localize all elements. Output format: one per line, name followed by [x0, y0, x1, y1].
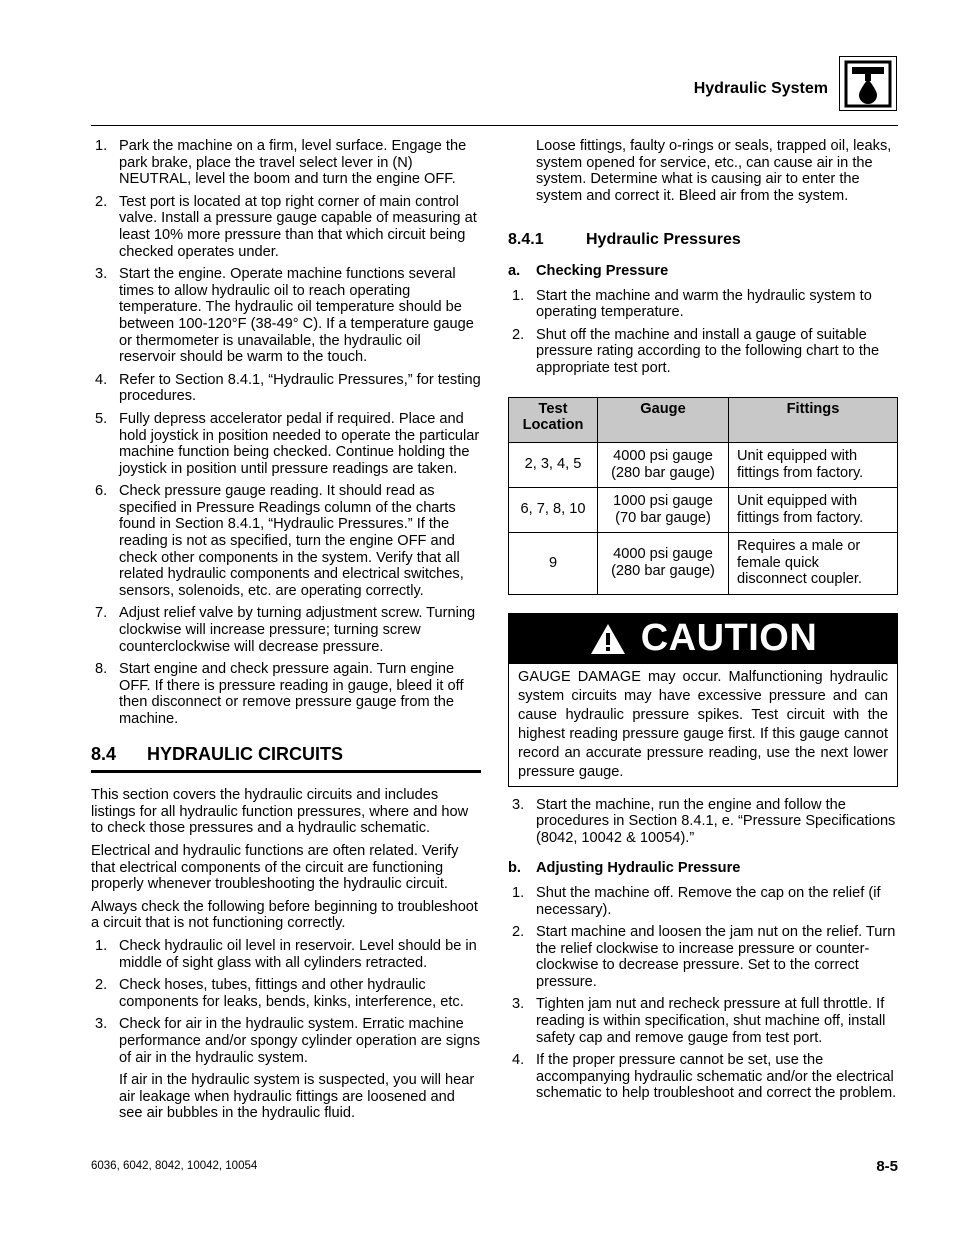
- header-divider: [91, 125, 898, 126]
- list-item-note: If air in the hydraulic system is suspected, you will hear air leakage when hydraulic fittings are loosened and see air bubbles in the hydraulic fluid.: [119, 1072, 475, 1122]
- warning-triangle-icon: [589, 622, 627, 656]
- footer-models: 6036, 6042, 8042, 10042, 10054: [91, 1160, 258, 1172]
- table-cell: 1000 psi gauge (70 bar gauge): [598, 487, 729, 532]
- left-column: [91, 138, 481, 1128]
- section-heading: 8.4 HYDRAULIC CIRCUITS: [91, 746, 481, 774]
- list-item: 2. Start machine and loosen the jam nut on the relief. Turn the relief clockwise to increase pressure or counter-clockwise to decrease pressure. Set to the correct pressure.: [512, 924, 896, 990]
- list-item: 3. Tighten jam nut and recheck pressure at full throttle. If reading is within specification, shut machine off, install safety cap and remove gauge from test port.: [512, 996, 886, 1046]
- list-item: 6. Check pressure gauge reading. It should read as specified in Pressure Readings column of the charts found in Section 8.4.1, “Hydraulic Pressures.” If the reading is not as specified, turn the engine OFF and check other components in the system. Verify that all related hydraulic components and electrical switches, sensors, solenoids, etc. are operating correctly.: [95, 483, 464, 599]
- subsection-heading: 8.4.1 Hydraulic Pressures: [508, 231, 741, 249]
- table-cell: Requires a male or female quick disconnect coupler.: [729, 532, 898, 594]
- page-number: 8-5: [876, 1158, 898, 1175]
- adjusting-pressure-heading: b. Adjusting Hydraulic Pressure: [508, 860, 741, 877]
- list-item: 1. Park the machine on a firm, level surface. Engage the park brake, place the travel select lever in (N) NEUTRAL, level the boom and turn the engine OFF.: [95, 138, 467, 188]
- table-row: [509, 532, 898, 594]
- list-item: 3. Check for air in the hydraulic system. Erratic machine performance and/or spongy cylinder operation are signs of air in the hydraulic system. If air in the hydraulic system is suspected, you will hear air leakage when hydraulic fittings are loosened and see air bubbles in the hydraulic fluid.: [95, 1016, 480, 1122]
- table-cell: Unit equipped with fittings from factory.: [729, 442, 898, 487]
- list-item: 4. Refer to Section 8.4.1, “Hydraulic Pressures,” for testing procedures.: [95, 371, 481, 405]
- list-item: 8. Start engine and check pressure again. Turn engine OFF. If there is pressure reading in gauge, bleed it off then disconnect or remove pressure gauge from the machine.: [95, 661, 464, 727]
- procedure-steps: [91, 138, 481, 728]
- table-header: Gauge: [598, 397, 729, 442]
- paragraph: This section covers the hydraulic circuits and includes listings for all hydraulic function pressures, where and how to check those pressures and a hydraulic schematic.: [91, 787, 469, 837]
- checking-pressure-heading: a. Checking Pressure: [508, 262, 669, 279]
- checking-steps-continued: [508, 797, 898, 847]
- table-header-row: [509, 397, 898, 442]
- adjusting-steps: [508, 885, 898, 1102]
- right-column: [508, 138, 898, 1108]
- table-cell: 4000 psi gauge (280 bar gauge): [598, 532, 729, 594]
- checking-steps: [508, 288, 898, 377]
- check-steps: [91, 938, 481, 1122]
- list-item: 3. Start the machine, run the engine and follow the procedures in Section 8.4.1, e. “Pressure Specifications (8042, 10042 & 10054).”: [512, 796, 896, 846]
- table-header: Test Location: [509, 397, 598, 442]
- list-item: 1. Shut the machine off. Remove the cap on the relief (if necessary).: [512, 884, 881, 918]
- paragraph: Electrical and hydraulic functions are often related. Verify that electrical components of the circuit are functioning properly whenever troubleshooting the hydraulic circuit.: [91, 842, 459, 893]
- caution-box: [508, 613, 898, 787]
- page-header-title: Hydraulic System: [693, 80, 828, 97]
- list-item: 1. Check hydraulic oil level in reservoir. Level should be in middle of sight glass with all cylinders retracted.: [95, 937, 477, 971]
- list-item: 2. Test port is located at top right corner of main control valve. Install a pressure gauge capable of measuring at least 10% more pressure than that which circuit being checked operates under.: [95, 193, 477, 260]
- caution-banner: [509, 614, 897, 664]
- table-cell: Unit equipped with fittings from factory.: [729, 487, 898, 532]
- list-item: 3. Start the engine. Operate machine functions several times to allow hydraulic oil to reach operating temperature. The hydraulic oil temperature should be between 100-120°F (38-49° C). If a temperature gauge or thermometer is unavailable, the hydraulic oil reservoir should be warm to the touch.: [95, 266, 474, 366]
- table-cell: 6, 7, 8, 10: [509, 487, 598, 532]
- list-item: 4. If the proper pressure cannot be set, use the accompanying hydraulic schematic and/or the electrical schematic to help troubleshoot and correct the problem.: [512, 1052, 897, 1102]
- list-item: 2. Shut off the machine and install a gauge of suitable pressure rating according to the following chart to the appropriate test port.: [512, 326, 880, 376]
- list-item: 7. Adjust relief valve by turning adjustment screw. Turning clockwise will increase pressure; turning screw counterclockwise will decrease pressure.: [95, 605, 476, 655]
- caution-title: CAUTION: [640, 617, 818, 660]
- paragraph: Always check the following before beginning to troubleshoot a circuit that is not functioning correctly.: [91, 898, 478, 932]
- table-row: [509, 487, 898, 532]
- table-row: [509, 442, 898, 487]
- list-item: 1. Start the machine and warm the hydraulic system to operating temperature.: [512, 287, 872, 321]
- table-header: Fittings: [729, 397, 898, 442]
- list-item: 2. Check hoses, tubes, fittings and other hydraulic components for leaks, bends, kinks, interference, etc.: [95, 977, 464, 1010]
- table-cell: 9: [509, 532, 598, 594]
- list-item: 5. Fully depress accelerator pedal if required. Place and hold joystick in position needed to operate the particular machine function being checked. Continue holding the joystick in position until pressure readings are taken.: [95, 410, 480, 477]
- table-cell: 2, 3, 4, 5: [509, 442, 598, 487]
- gauge-table: [508, 397, 898, 595]
- hydraulic-system-icon: [839, 56, 897, 111]
- caution-text: GAUGE DAMAGE may occur. Malfunctioning hydraulic system circuits may have excessive pressure and can cause hydraulic pressure spikes. Test circuit with the highest reading pressure gauge first. If this gauge cannot record an accurate pressure reading, use the next lower pressure gauge.: [518, 668, 888, 780]
- table-cell: 4000 psi gauge (280 bar gauge): [598, 442, 729, 487]
- paragraph: Loose fittings, faulty o-rings or seals, trapped oil, leaks, system opened for service, etc., can cause air in the system. Determine what is causing air to enter the system and correct it. Bleed air from the system.: [536, 138, 892, 204]
